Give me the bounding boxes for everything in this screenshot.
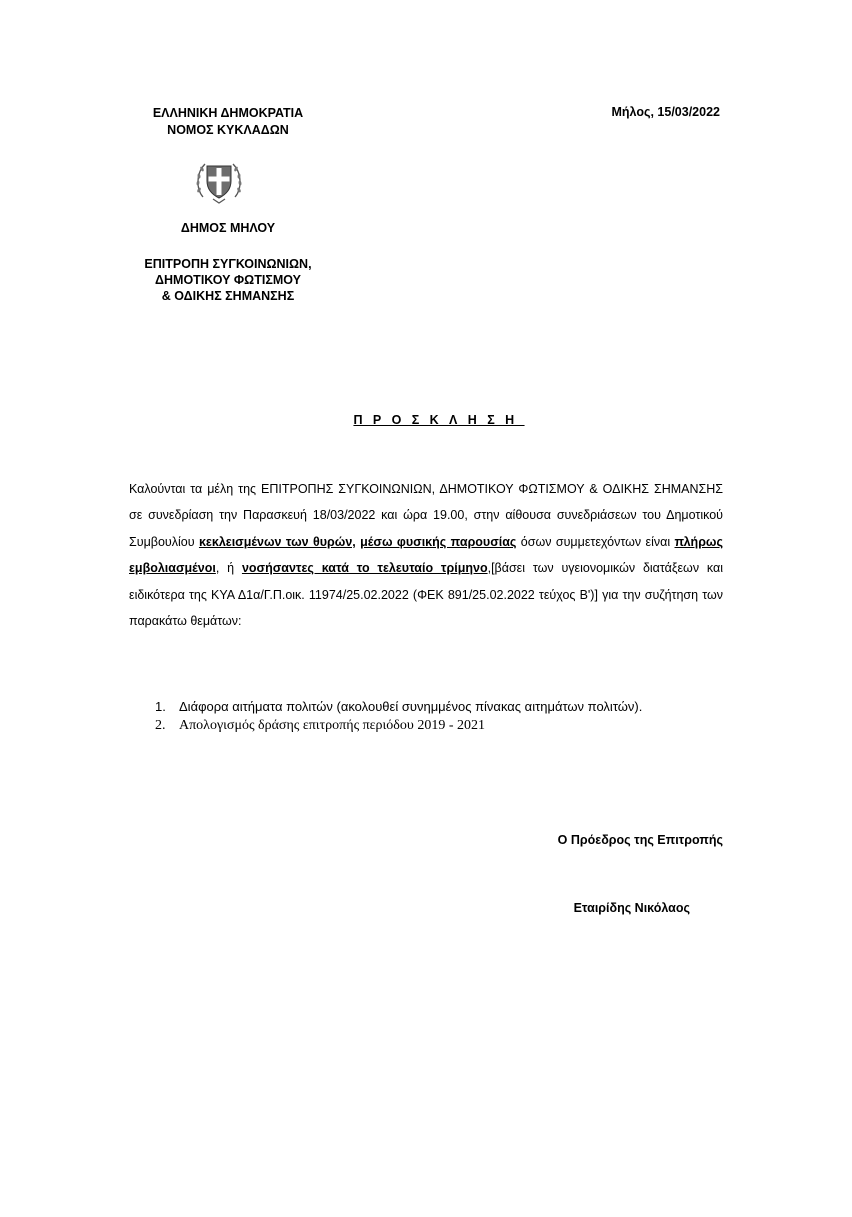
body-emphasis-fully-vaccinated: πλήρως εμβολιασμένοι [129,534,723,576]
committee-name [118,256,338,304]
body-emphasis-physical-presence: μέσω φυσικής παρουσίας [360,534,517,549]
header-block [128,105,328,139]
header-republic: ΕΛΛΗΝΙΚΗ ΔΗΜΟΚΡΑΤΙΑ [152,106,304,120]
agenda-item-text: Απολογισμός δράσης επιτροπής περιόδου 2019 - 2021 [179,718,485,733]
agenda-item-number: 1. [155,698,166,714]
agenda-item-text: Διάφορα αιτήματα πολιτών (ακολουθεί συνημμένος πίνακας αιτημάτων πολιτών). [179,698,643,714]
signatory-title: Ο Πρόεδρος της Επιτροπής [557,833,723,847]
header-prefecture: ΝΟΜΟΣ ΚΥΚΛΑΔΩΝ [167,123,289,137]
agenda-item [155,716,755,736]
body-emphasis-closed-doors: κεκλεισμένων των θυρών, [198,534,356,549]
agenda-list [155,696,755,736]
body-emphasis-recovered: νοσήσαντες κατά το τελευταίο τρίμηνο [241,561,488,576]
agenda-item [155,696,755,716]
body-text-part-4: , ή [215,561,242,576]
document-title: ΠΡΟΣΚΛΗΣΗ [353,413,525,427]
agenda-item-number: 2. [155,718,166,733]
greek-state-emblem-icon [193,157,245,205]
committee-line-1: ΕΠΙΤΡΟΠΗ ΣΥΓΚΟΙΝΩΝΙΩΝ, [144,257,312,271]
document-date: Μήλος, 15/03/2022 [611,105,720,119]
body-text-part-1: Καλούνται τα μέλη της ΕΠΙΤΡΟΠΗΣ ΣΥΓΚΟΙΝΩΝΙΩΝ, ΔΗΜΟΤΙΚΟΥ ΦΩΤΙΣΜΟΥ & ΟΔΙΚΗΣ ΣΗΜΑΝΣΗΣ σε συνεδρίαση την Παρασκευή 18/03/2022 και ώρα 19.00, στην αίθουσα συνεδριάσεων του Δημοτικού Συμβουλίου [129,482,723,549]
committee-line-3: & ΟΔΙΚΗΣ ΣΗΜΑΝΣΗΣ [161,289,295,303]
body-text-part-5: ,[βάσει των υγειονομικών διατάξεων και ειδικότερα της ΚΥΑ Δ1α/Γ.Π.οικ. 11974/25.02.2022 (ΦΕΚ 891/25.02.2022 τεύχος Β')] για την συζήτηση των παρακάτω θεμάτων: [129,561,723,629]
signatory-name: Εταιρίδης Νικόλαος [573,901,690,915]
committee-line-2: ΔΗΜΟΤΙΚΟΥ ΦΩΤΙΣΜΟΥ [155,273,301,287]
body-text-part-3: όσων συμμετεχόντων είναι [516,534,675,549]
invitation-body [129,476,723,634]
municipality-name: ΔΗΜΟΣ ΜΗΛΟΥ [180,221,276,235]
